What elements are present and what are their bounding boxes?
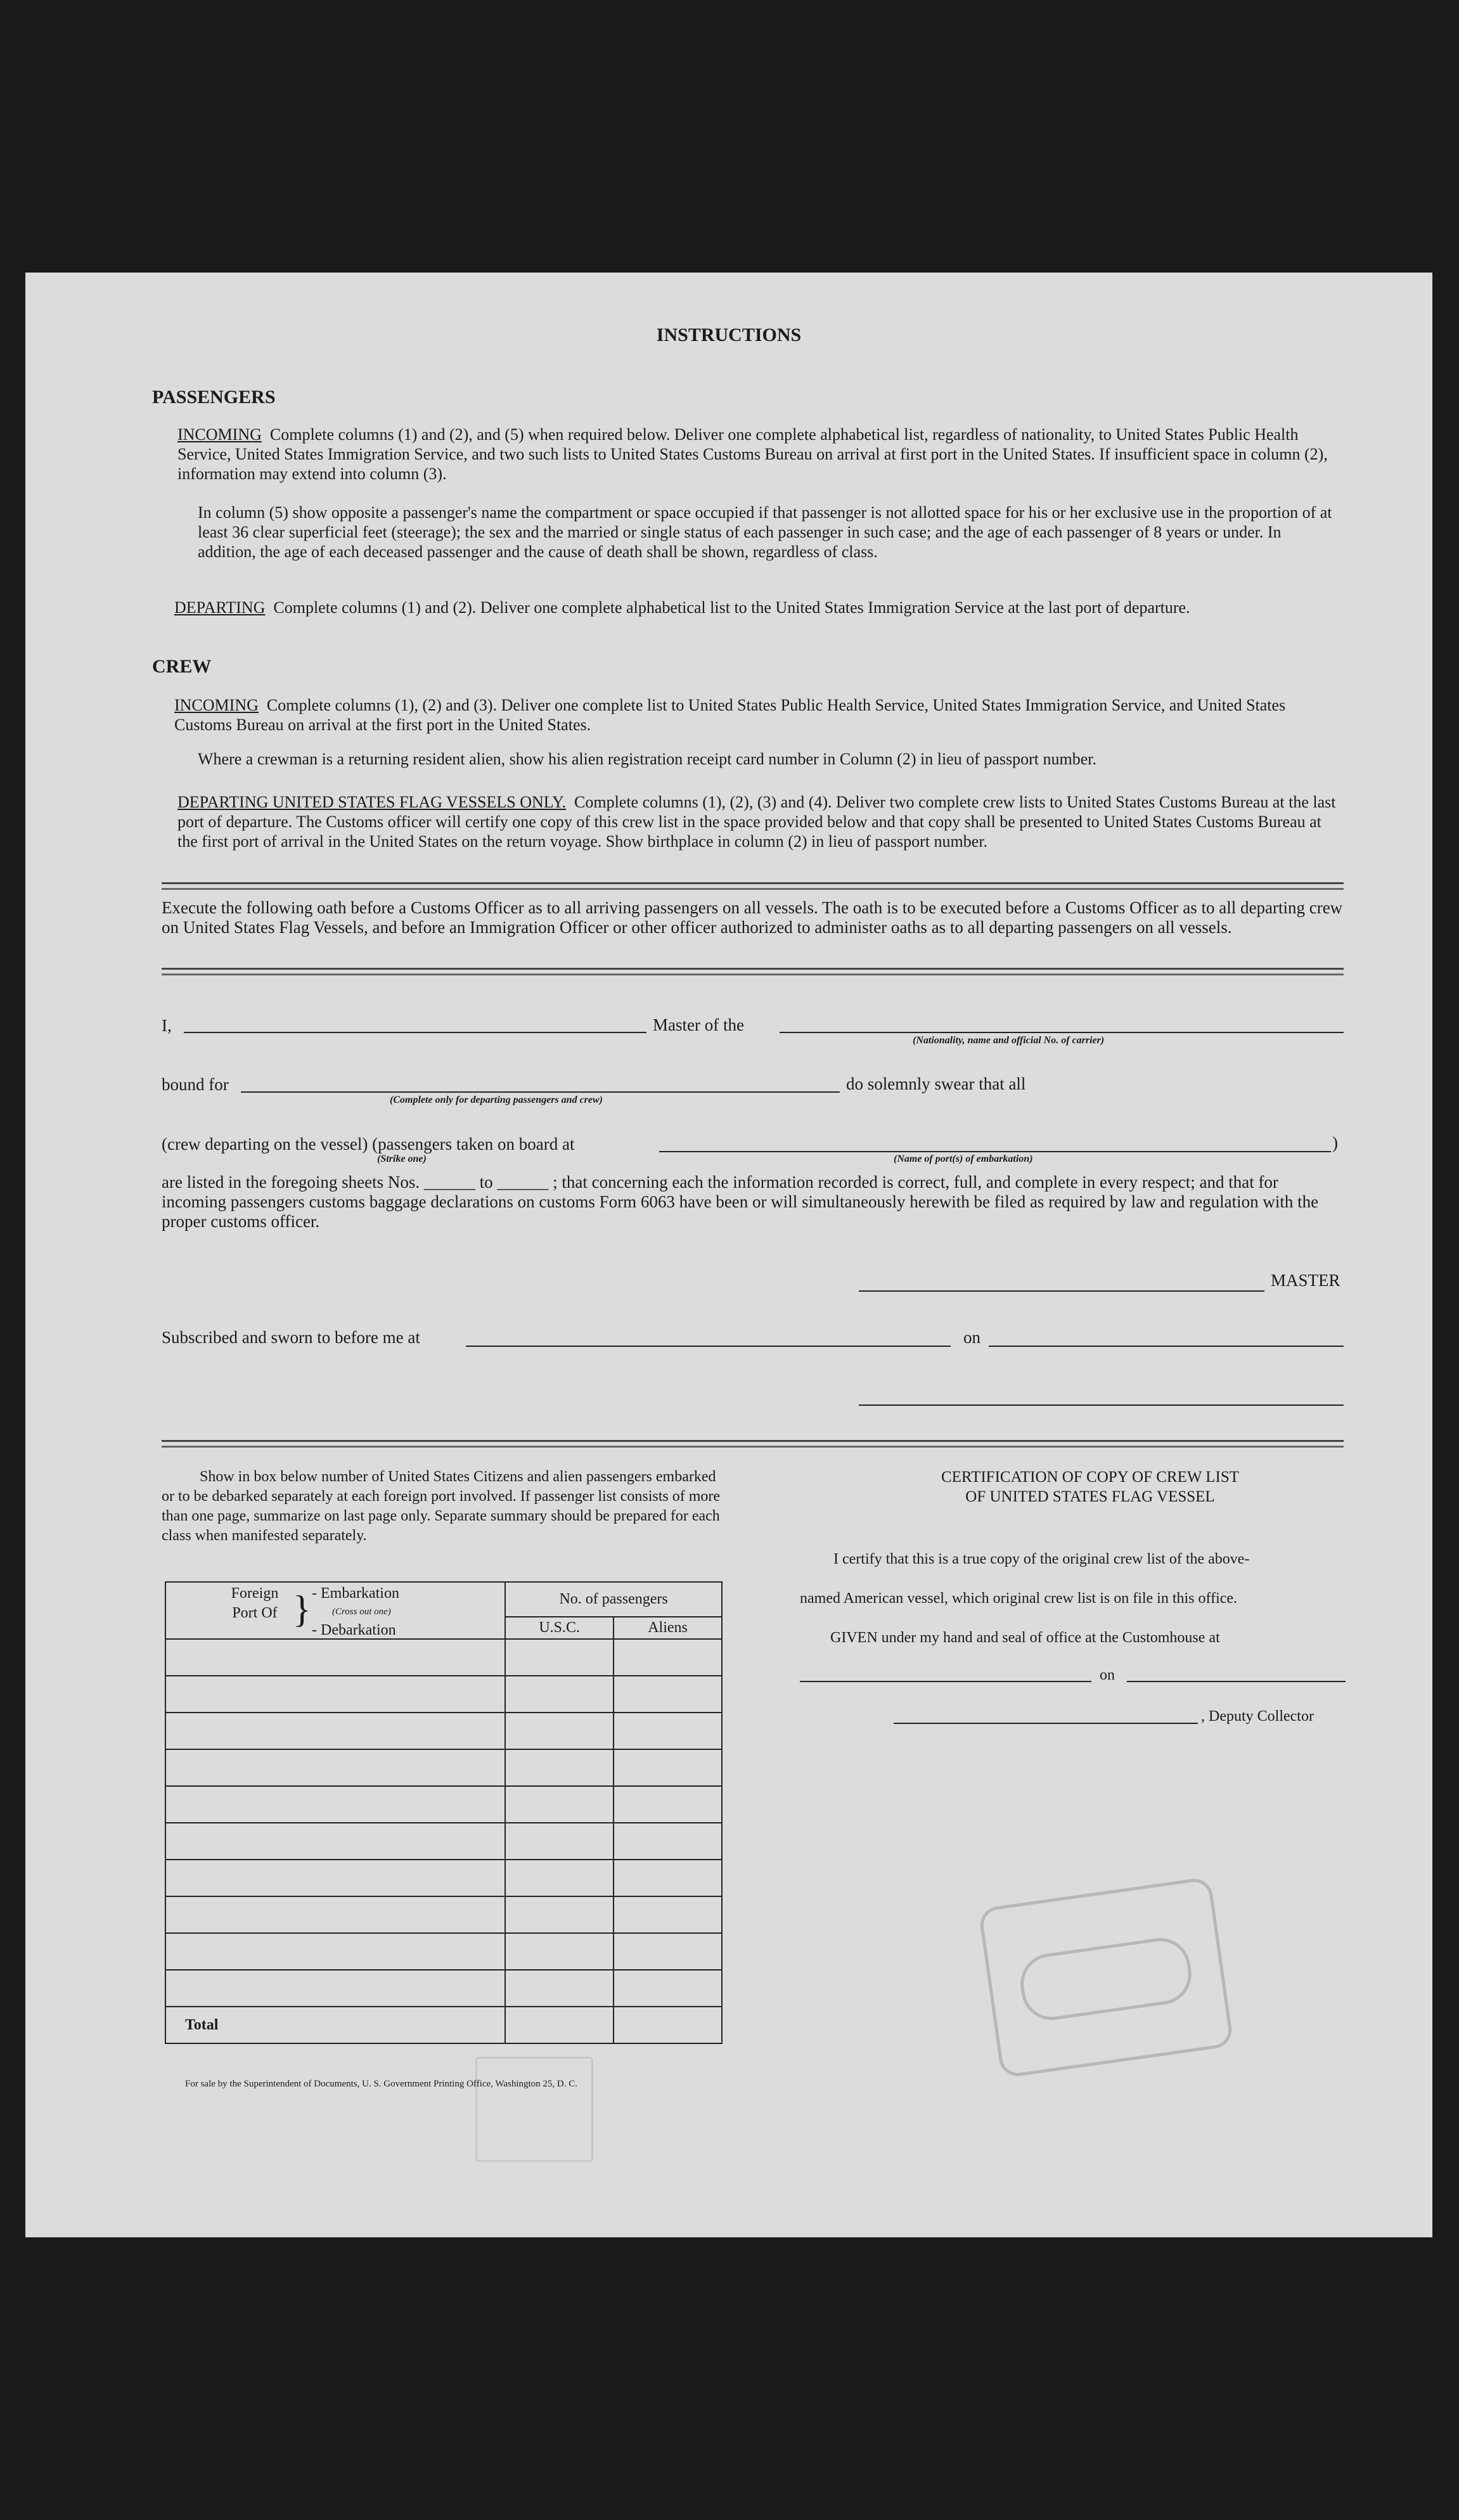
summary-row <box>165 1749 722 1786</box>
summary-row <box>165 1786 722 1823</box>
debarkation-label: - Debarkation <box>312 1622 396 1638</box>
bound-for-caption: (Complete only for departing passengers and crew) <box>390 1095 603 1105</box>
deputy-collector-label: , Deputy Collector <box>1201 1708 1314 1725</box>
form-page <box>25 273 1432 2237</box>
foreign-port-header <box>165 1582 505 1639</box>
aliens-cell[interactable] <box>614 1749 722 1786</box>
aliens-cell[interactable] <box>614 1639 722 1676</box>
summary-row <box>165 1713 722 1749</box>
crew-incoming-paragraph <box>174 695 1340 735</box>
customhouse-field[interactable] <box>800 1681 1091 1682</box>
ink-stamp-impression <box>475 2057 593 2162</box>
port-cell[interactable] <box>165 1933 505 1970</box>
usc-cell[interactable] <box>505 1786 614 1823</box>
summary-row <box>165 1860 722 1896</box>
certification-heading-line1: CERTIFICATION OF COPY OF CREW LIST <box>941 1469 1240 1486</box>
no-passengers-header: No. of passengers <box>505 1582 722 1617</box>
passengers-departing-label: DEPARTING <box>174 598 266 617</box>
summary-instruction: Show in box below number of United States Citizens and alien passengers embarked or to be debarked separately at each foreign port involved. If passenger list consists of more than one page, summarize on last page only. Separate summary should be prepared for each class when manifested separately. <box>162 1469 721 1544</box>
printing-office-footer: For sale by the Superintendent of Documents, U. S. Government Printing Office, Washington 25, D. C. <box>185 2079 577 2089</box>
crew-incoming-text: Complete columns (1), (2) and (3). Deliver one complete list to United States Public Health Service, United States Immigration Service, and United States Customs Bureau on arrival at the first port in the United States. <box>174 696 1286 734</box>
swear-text: do solemnly swear that all <box>846 1074 1026 1093</box>
aliens-cell[interactable] <box>614 1933 722 1970</box>
port-cell[interactable] <box>165 1860 505 1896</box>
port-of-embarkation-field[interactable] <box>659 1151 1331 1152</box>
crew-departing-paragraph <box>177 792 1340 851</box>
subscribed-text: Subscribed and sworn to before me at <box>162 1328 420 1347</box>
summary-header-row <box>165 1582 722 1617</box>
summary-total-row <box>165 2007 722 2043</box>
usc-cell[interactable] <box>505 1676 614 1713</box>
page-title: INSTRUCTIONS <box>656 325 802 345</box>
usc-cell[interactable] <box>505 1970 614 2007</box>
usc-cell[interactable] <box>505 1639 614 1676</box>
aliens-cell[interactable] <box>614 1823 722 1860</box>
brace-symbol: } <box>293 1588 311 1630</box>
passengers-incoming-text: Complete columns (1) and (2), and (5) when required below. Deliver one complete alphabetical list, regardless of nationality, to United States Public Health Service, United States Immigration Service, and two such lists to United States Customs Bureau on arrival at first port in the United States. If insufficient space in column (2), information may extend into column (3). <box>177 425 1328 483</box>
bound-for-field[interactable] <box>241 1091 840 1093</box>
certification-heading <box>818 1467 1363 1507</box>
crew-resident-paragraph: Where a crewman is a returning resident alien, show his alien registration receipt card number in Column (2) in lieu of passport number. <box>198 750 1097 768</box>
carrier-field[interactable] <box>780 1032 1344 1033</box>
summary-row <box>165 1970 722 2007</box>
aliens-cell[interactable] <box>614 1713 722 1749</box>
officer-signature-field[interactable] <box>859 1405 1344 1406</box>
summary-row <box>165 1933 722 1970</box>
usc-cell[interactable] <box>505 1713 614 1749</box>
usc-cell[interactable] <box>505 1896 614 1933</box>
usc-cell[interactable] <box>505 1933 614 1970</box>
divider <box>162 968 1344 975</box>
total-usc-cell[interactable] <box>505 2007 614 2043</box>
aliens-cell[interactable] <box>614 1786 722 1823</box>
passengers-heading: PASSENGERS <box>152 387 276 408</box>
certification-heading-line2: OF UNITED STATES FLAG VESSEL <box>965 1488 1215 1505</box>
sworn-date-field[interactable] <box>989 1346 1344 1347</box>
total-label: Total <box>165 2007 505 2043</box>
embarkation-label: - Embarkation <box>312 1585 399 1602</box>
port-cell[interactable] <box>165 1713 505 1749</box>
aliens-cell[interactable] <box>614 1970 722 2007</box>
master-signature-field[interactable] <box>859 1290 1264 1292</box>
nationality-caption: (Nationality, name and official No. of carrier) <box>913 1035 1105 1046</box>
port-cell[interactable] <box>165 1896 505 1933</box>
usc-cell[interactable] <box>505 1749 614 1786</box>
passengers-column5-paragraph: In column (5) show opposite a passenger's name the compartment or space occupied if that passenger is not allotted space for his or her exclusive use in the proportion of at least 36 clear superficial feet (steerage); the sex and the married or single status of each passenger in such case; and the age of each passenger of 8 years or under. In addition, the age of each deceased passenger and the cause of death shall be shown, regardless of class. <box>198 503 1332 561</box>
port-caption: (Name of port(s) of embarkation) <box>894 1154 1033 1164</box>
aliens-cell[interactable] <box>614 1676 722 1713</box>
divider <box>162 1440 1344 1448</box>
deputy-signature-field[interactable] <box>894 1723 1198 1724</box>
bound-for-label: bound for <box>162 1075 229 1094</box>
summary-row <box>165 1896 722 1933</box>
summary-row <box>165 1676 722 1713</box>
passenger-summary-table <box>165 1581 723 2044</box>
certification-on-label: on <box>1100 1667 1115 1683</box>
crew-heading: CREW <box>152 656 212 677</box>
master-label: MASTER <box>1271 1271 1340 1290</box>
summary-body <box>165 1639 722 2007</box>
usc-cell[interactable] <box>505 1823 614 1860</box>
aliens-cell[interactable] <box>614 1860 722 1896</box>
passengers-incoming-label: INCOMING <box>177 425 262 444</box>
crew-departing-text: (crew departing on the vessel) (passengers taken on board at <box>162 1135 575 1154</box>
crew-incoming-label: INCOMING <box>174 696 259 714</box>
certify-text: I certify that this is a true copy of the original crew list of the above- <box>833 1551 1250 1567</box>
summary-row <box>165 1639 722 1676</box>
close-paren: ) <box>1332 1133 1338 1152</box>
sworn-at-field[interactable] <box>466 1346 951 1347</box>
foreign-port-label: Foreign Port Of <box>231 1585 279 1621</box>
port-cell[interactable] <box>165 1639 505 1676</box>
port-cell[interactable] <box>165 1970 505 2007</box>
crew-departing-text: Complete columns (1), (2), (3) and (4). Deliver two complete crew lists to United States Customs Bureau at the last port of departure. The Customs officer will certify one copy of this crew list in the space provided below and that copy shall be presented to United States Customs Bureau at the first port of arrival in the United States on the return voyage. Show birthplace in column (2) in lieu of passport number. <box>177 793 1336 851</box>
given-text: GIVEN under my hand and seal of office at the Customhouse at <box>830 1630 1220 1646</box>
certification-date-field[interactable] <box>1127 1681 1346 1682</box>
total-aliens-cell[interactable] <box>614 2007 722 2043</box>
usc-header: U.S.C. <box>505 1617 614 1639</box>
aliens-header: Aliens <box>614 1617 722 1639</box>
passengers-departing-text: Complete columns (1) and (2). Deliver one complete alphabetical list to the United States Immigration Service at the last port of departure. <box>273 598 1190 617</box>
divider <box>162 882 1344 890</box>
master-of-the-label: Master of the <box>653 1015 744 1034</box>
port-cell[interactable] <box>165 1749 505 1786</box>
port-cell[interactable] <box>165 1676 505 1713</box>
crew-departing-label: DEPARTING UNITED STATES FLAG VESSELS ONLY. <box>177 793 566 811</box>
cross-out-caption: (Cross out one) <box>332 1607 391 1617</box>
port-cell[interactable] <box>165 1786 505 1823</box>
summary-row <box>165 1823 722 1860</box>
oath-instruction: Execute the following oath before a Customs Officer as to all arriving passengers on all vessels. The oath is to be executed before a Customs Officer as to all departing crew on United States Flag Vessels, and before an Immigration Officer or other officer authorized to administer oaths as to all departing passengers on all vessels. <box>162 898 1343 937</box>
oath-i-label: I, <box>162 1016 172 1035</box>
listed-sheets-paragraph: are listed in the foregoing sheets Nos. ______ to ______ ; that concerning each the information recorded is correct, full, and complete in every respect; and that for incoming passengers customs baggage declarations on customs Form 6063 have been or will simultaneously herewith be filed as required by law and regulation with the proper customs officer. <box>162 1173 1319 1231</box>
aliens-cell[interactable] <box>614 1896 722 1933</box>
passengers-departing-paragraph <box>174 598 1340 617</box>
named-vessel-text: named American vessel, which original crew list is on file in this office. <box>800 1590 1238 1607</box>
master-name-field[interactable] <box>184 1032 646 1033</box>
usc-cell[interactable] <box>505 1860 614 1896</box>
strike-one-caption: (Strike one) <box>377 1154 427 1164</box>
port-cell[interactable] <box>165 1823 505 1860</box>
sworn-on-label: on <box>963 1328 980 1347</box>
passengers-incoming-paragraph <box>177 425 1340 484</box>
